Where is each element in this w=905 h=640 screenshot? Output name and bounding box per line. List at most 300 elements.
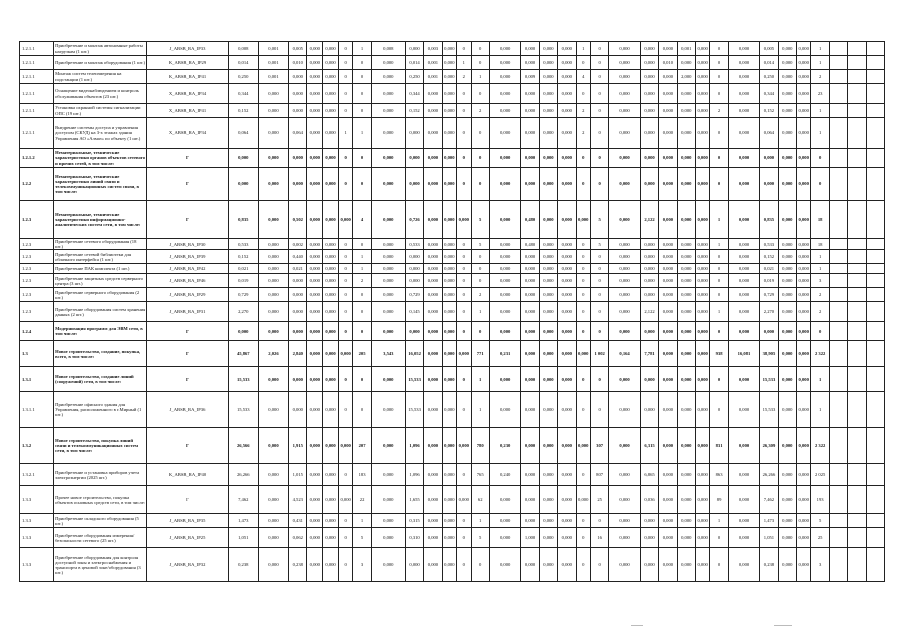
value-cell: 0 [710, 274, 728, 288]
value-cell: 0 [710, 118, 728, 149]
value-cell: 0,000 [424, 528, 442, 548]
value-cell: 5 [471, 239, 489, 250]
value-cell: 0,000 [424, 201, 442, 239]
value-cell: 5 [471, 528, 489, 548]
value-cell: 38,905 [760, 341, 778, 367]
value-cell: 0 [457, 118, 471, 149]
value-cell: 0,000 [457, 428, 471, 464]
value-cell: 0 [590, 56, 608, 70]
value-cell: 26,266 [228, 464, 258, 486]
value-cell: 0,000 [405, 118, 423, 149]
table-row [20, 70, 885, 84]
value-cell: 0,164 [609, 341, 641, 367]
value-cell: 0,000 [797, 392, 811, 428]
value-cell: 0,250 [760, 70, 778, 84]
row-number-cell: 1.2.3 [20, 201, 54, 239]
value-cell: 0,001 [258, 70, 288, 84]
value-cell: 0,000 [307, 118, 323, 149]
value-cell: 0,000 [677, 56, 695, 70]
empty-cell [866, 104, 884, 118]
value-cell: 0 [590, 367, 608, 392]
empty-cell [848, 322, 866, 341]
value-cell: 0 [338, 464, 352, 486]
value-cell: 0,000 [640, 528, 658, 548]
value-cell: 0 [353, 104, 371, 118]
value-cell: 0 [457, 367, 471, 392]
value-cell: 0 [338, 548, 352, 582]
value-cell: 0,000 [659, 428, 677, 464]
value-cell: 26,266 [760, 464, 778, 486]
value-cell: 0,000 [659, 288, 677, 302]
value-cell: 0,000 [289, 104, 307, 118]
empty-cell [829, 250, 847, 264]
value-cell: 0,000 [677, 322, 695, 341]
value-cell: 0,000 [659, 528, 677, 548]
value-cell: 0 [590, 104, 608, 118]
project-code-cell: K_ABSB_RA_IP40 [147, 464, 228, 486]
value-cell: 0,238 [228, 548, 258, 582]
value-cell: 0,000 [609, 239, 641, 250]
project-name-cell: Оснащение видеонаблюдением и контроль обслуживания объектов (23 шт.) [54, 84, 147, 104]
value-cell: 0,000 [489, 486, 521, 514]
value-cell: 0,000 [424, 264, 442, 274]
value-cell: 1 [811, 264, 829, 274]
value-cell: 0,000 [695, 548, 709, 582]
value-cell: 0,000 [695, 302, 709, 322]
value-cell: 0,000 [323, 341, 339, 367]
value-cell: 0 [710, 264, 728, 274]
value-cell: 0,000 [539, 70, 557, 84]
empty-cell [829, 302, 847, 322]
value-cell: 0,000 [558, 168, 576, 201]
value-cell: 0,000 [558, 428, 576, 464]
value-cell: 0 [811, 168, 829, 201]
value-cell: 0,000 [307, 392, 323, 428]
empty-cell [848, 392, 866, 428]
value-cell: 1 [710, 514, 728, 528]
empty-cell [866, 464, 884, 486]
value-cell: 0 [710, 367, 728, 392]
project-code-cell: J_ABSB_RA_IP35 [147, 514, 228, 528]
value-cell: 0,231 [489, 341, 521, 367]
value-cell: 0,000 [258, 149, 288, 168]
value-cell: 0,000 [307, 250, 323, 264]
value-cell: 1 [353, 118, 371, 149]
value-cell: 0 [710, 149, 728, 168]
value-cell: 0 [457, 322, 471, 341]
value-cell: 0 [576, 322, 590, 341]
value-cell: 0 [471, 250, 489, 264]
value-cell: 0,009 [521, 70, 539, 84]
value-cell: 0,000 [539, 104, 557, 118]
empty-cell [866, 302, 884, 322]
value-cell: 0,000 [609, 428, 641, 464]
value-cell: 0,000 [489, 118, 521, 149]
value-cell: 0,000 [489, 274, 521, 288]
value-cell: 0 [471, 168, 489, 201]
value-cell: 0,000 [489, 239, 521, 250]
value-cell: 23 [811, 84, 829, 104]
value-cell: 0,000 [539, 428, 557, 464]
value-cell: 0,000 [307, 104, 323, 118]
value-cell: 0 [457, 264, 471, 274]
value-cell: 0,000 [307, 486, 323, 514]
empty-cell [848, 118, 866, 149]
value-cell: 0 [590, 70, 608, 84]
value-cell: 0,000 [728, 250, 760, 264]
value-cell: 0,000 [797, 528, 811, 548]
value-cell: 0 [590, 322, 608, 341]
empty-cell [848, 428, 866, 464]
value-cell: 0,000 [289, 149, 307, 168]
value-cell: 0,000 [797, 428, 811, 464]
value-cell: 0,000 [558, 486, 576, 514]
empty-cell [866, 514, 884, 528]
value-cell: 0,000 [797, 168, 811, 201]
value-cell: 0,000 [558, 464, 576, 486]
value-cell: 2 [457, 70, 471, 84]
value-cell: 0,005 [760, 42, 778, 56]
project-code-cell: J_ABSB_RA_IP39 [147, 250, 228, 264]
value-cell: 0,000 [695, 528, 709, 548]
value-cell: 0 [353, 367, 371, 392]
value-cell: 22 [353, 486, 371, 514]
value-cell: 0,000 [695, 239, 709, 250]
value-cell: 2 [576, 118, 590, 149]
value-cell: 0,000 [539, 250, 557, 264]
value-cell: 15,533 [760, 392, 778, 428]
project-code-cell: J_ABSB_RA_IP33 [147, 42, 228, 56]
row-number-cell: 1.2.3 [20, 288, 54, 302]
value-cell: 0 [576, 149, 590, 168]
value-cell: 0,000 [609, 367, 641, 392]
value-cell: 1,015 [289, 464, 307, 486]
value-cell: 0,000 [677, 302, 695, 322]
value-cell: 0,000 [521, 302, 539, 322]
value-cell: 0,000 [728, 548, 760, 582]
value-cell: 0,064 [228, 118, 258, 149]
value-cell: 5 [353, 528, 371, 548]
value-cell: 0,000 [442, 239, 456, 250]
value-cell: 0 [710, 288, 728, 302]
value-cell: 0,000 [258, 367, 288, 392]
value-cell: 0,000 [307, 528, 323, 548]
value-cell: 0,000 [521, 118, 539, 149]
value-cell: 0,000 [558, 42, 576, 56]
value-cell: 0 [353, 56, 371, 70]
value-cell: 0 [471, 274, 489, 288]
value-cell: 1,000 [521, 528, 539, 548]
empty-cell [829, 322, 847, 341]
value-cell: 0,021 [289, 264, 307, 274]
empty-cell [829, 367, 847, 392]
value-cell: 2 322 [811, 341, 829, 367]
value-cell: 0,000 [323, 367, 339, 392]
value-cell: 0,001 [677, 42, 695, 56]
value-cell: 0,000 [307, 302, 323, 322]
project-name-cell: Установка охранной системы сигнализации ОПС (19 шт.) [54, 104, 147, 118]
empty-cell [848, 528, 866, 548]
value-cell: 0,000 [728, 302, 760, 322]
value-cell: 0,019 [228, 274, 258, 288]
value-cell: 16,052 [405, 341, 423, 367]
value-cell: 0,000 [539, 118, 557, 149]
value-cell: 0,000 [640, 322, 658, 341]
table-row [20, 84, 885, 104]
value-cell: 0,021 [760, 264, 778, 274]
value-cell: 0,000 [371, 250, 405, 264]
value-cell: 193 [811, 486, 829, 514]
value-cell: 0,000 [576, 341, 590, 367]
value-cell: 0,000 [558, 514, 576, 528]
value-cell: 0 [457, 392, 471, 428]
project-code-cell: Г [147, 367, 228, 392]
value-cell: 0,000 [289, 392, 307, 428]
value-cell: 0,000 [323, 528, 339, 548]
value-cell: 0,240 [489, 464, 521, 486]
value-cell: 5 [471, 201, 489, 239]
value-cell: 0,000 [609, 168, 641, 201]
value-cell: 0,000 [307, 168, 323, 201]
value-cell: 0,000 [338, 341, 352, 367]
value-cell: 0 [457, 548, 471, 582]
value-cell: 0 [338, 264, 352, 274]
row-number-cell: 1.3.2.1 [20, 464, 54, 486]
value-cell: 7,781 [640, 341, 658, 367]
value-cell: 2,270 [760, 302, 778, 322]
value-cell: 0 [353, 392, 371, 428]
value-cell: 0 [590, 514, 608, 528]
empty-cell [866, 428, 884, 464]
value-cell: 0,000 [659, 548, 677, 582]
value-cell: 18 [811, 201, 829, 239]
empty-cell [848, 302, 866, 322]
value-cell: 0,000 [728, 528, 760, 548]
value-cell: 0,000 [728, 367, 760, 392]
value-cell: 0,000 [424, 118, 442, 149]
value-cell: 2,122 [640, 302, 658, 322]
value-cell: 0,152 [228, 104, 258, 118]
value-cell: 0,000 [405, 250, 423, 264]
project-name-cell: Приобретение складского оборудования (5 шт.) [54, 514, 147, 528]
empty-cell [866, 56, 884, 70]
value-cell: 0 [710, 250, 728, 264]
value-cell: 0,000 [258, 486, 288, 514]
value-cell: 1 [811, 118, 829, 149]
value-cell: 0,000 [609, 392, 641, 428]
value-cell: 0,000 [307, 274, 323, 288]
table-row [20, 288, 885, 302]
empty-cell [866, 250, 884, 264]
value-cell: 0,000 [371, 428, 405, 464]
value-cell: 0,000 [521, 56, 539, 70]
value-cell: 0 [590, 548, 608, 582]
value-cell: 0,000 [521, 168, 539, 201]
value-cell: 0,729 [228, 288, 258, 302]
value-cell: 0,000 [289, 274, 307, 288]
value-cell: 0,000 [609, 302, 641, 322]
value-cell: 0,000 [521, 486, 539, 514]
empty-cell [866, 264, 884, 274]
value-cell: 0,000 [677, 264, 695, 274]
value-cell: 0,000 [489, 288, 521, 302]
value-cell: 0,000 [640, 104, 658, 118]
value-cell: 0 [590, 84, 608, 104]
value-cell: 0 [338, 392, 352, 428]
value-cell: 0,000 [405, 548, 423, 582]
value-cell: 831 [710, 428, 728, 464]
project-code-cell: Г [147, 168, 228, 201]
value-cell: 0,000 [659, 392, 677, 428]
value-cell: 0,000 [609, 56, 641, 70]
table-row [20, 168, 885, 201]
value-cell: 0,008 [228, 42, 258, 56]
empty-cell [866, 118, 884, 149]
value-cell: 0,000 [609, 548, 641, 582]
project-name-cell: Внедрение системы доступа и управления доступом (СКУД) на 3-х этажах здания Управления АО «Алмаз» по объекту (1 шт.) [54, 118, 147, 149]
empty-cell [866, 84, 884, 104]
value-cell: 780 [471, 428, 489, 464]
value-cell: 0,000 [778, 118, 796, 149]
value-cell: 0,000 [442, 528, 456, 548]
value-cell: 0 [457, 149, 471, 168]
value-cell: 0,000 [442, 486, 456, 514]
value-cell: 0,000 [609, 514, 641, 528]
value-cell: 0,152 [405, 104, 423, 118]
investment-program-table [19, 41, 885, 582]
project-name-cell: Нематериальные, технические характеристики информационно-аналитических систем сети, в том числе: [54, 201, 147, 239]
table-row [20, 250, 885, 264]
value-cell: 0,000 [576, 201, 590, 239]
value-cell: 0,000 [539, 168, 557, 201]
value-cell: 0,000 [695, 118, 709, 149]
value-cell: 0,000 [307, 42, 323, 56]
empty-cell [829, 274, 847, 288]
value-cell: 0,000 [778, 250, 796, 264]
value-cell: 0,000 [442, 428, 456, 464]
value-cell: 0,000 [258, 464, 288, 486]
value-cell: 0,000 [371, 168, 405, 201]
table-row [20, 367, 885, 392]
value-cell: 771 [471, 341, 489, 367]
value-cell: 0,000 [258, 428, 288, 464]
project-code-cell: Г [147, 428, 228, 464]
value-cell: 0,000 [258, 514, 288, 528]
value-cell: 0,000 [558, 367, 576, 392]
value-cell: 0,431 [289, 514, 307, 528]
value-cell: 0,000 [307, 514, 323, 528]
value-cell: 0,000 [695, 274, 709, 288]
value-cell: 0,000 [323, 464, 339, 486]
value-cell: 1 [576, 42, 590, 56]
value-cell: 863 [710, 464, 728, 486]
empty-cell [848, 70, 866, 84]
value-cell: 0,001 [258, 42, 288, 56]
value-cell: 1 [471, 367, 489, 392]
value-cell: 0,000 [677, 274, 695, 288]
value-cell: 0,000 [521, 42, 539, 56]
value-cell: 0,000 [558, 250, 576, 264]
value-cell: 0,000 [323, 70, 339, 84]
value-cell: 0,000 [659, 302, 677, 322]
value-cell: 0,000 [258, 548, 288, 582]
project-code-cell: K_ABSB_RA_IP29 [147, 56, 228, 70]
empty-cell [829, 118, 847, 149]
value-cell: 0,000 [424, 302, 442, 322]
value-cell: 0,000 [695, 514, 709, 528]
empty-cell [829, 486, 847, 514]
project-name-cell: Новое строительство, создание, покупка, всего, в том числе: [54, 341, 147, 367]
value-cell: 0,000 [778, 392, 796, 428]
value-cell: 0,000 [609, 70, 641, 84]
value-cell: 0,000 [659, 201, 677, 239]
value-cell: 0,000 [695, 392, 709, 428]
value-cell: 0 [338, 274, 352, 288]
value-cell: 0,000 [778, 104, 796, 118]
row-number-cell: 1.3 [20, 341, 54, 367]
value-cell: 0,000 [659, 239, 677, 250]
value-cell: 0 [576, 274, 590, 288]
value-cell: 0 [576, 288, 590, 302]
value-cell: 0,000 [695, 56, 709, 70]
value-cell: 0 [338, 70, 352, 84]
value-cell: 0,000 [489, 42, 521, 56]
value-cell: 0 [457, 104, 471, 118]
value-cell: 0,000 [289, 302, 307, 322]
value-cell: 0 [471, 84, 489, 104]
value-cell: 0,000 [558, 392, 576, 428]
table-row [20, 56, 885, 70]
value-cell: 0,000 [797, 302, 811, 322]
value-cell: 0,000 [489, 201, 521, 239]
value-cell: 0,000 [371, 528, 405, 548]
value-cell: 0,000 [371, 104, 405, 118]
value-cell: 0,000 [457, 486, 471, 514]
value-cell: 0,000 [659, 274, 677, 288]
project-name-cell: Приобретение и установка приборов учета электроэнергии (2025 шт.) [54, 464, 147, 486]
value-cell: 0,000 [640, 367, 658, 392]
value-cell: 0,000 [521, 322, 539, 341]
value-cell: 0,000 [424, 274, 442, 288]
value-cell: 0,000 [489, 322, 521, 341]
value-cell: 0,000 [778, 149, 796, 168]
value-cell: 0,000 [424, 428, 442, 464]
value-cell: 0,000 [371, 118, 405, 149]
value-cell: 0,000 [307, 239, 323, 250]
value-cell: 0,000 [521, 428, 539, 464]
value-cell: 0,000 [489, 104, 521, 118]
value-cell: 0,000 [797, 118, 811, 149]
value-cell: 0 [811, 322, 829, 341]
value-cell: 0,000 [424, 168, 442, 201]
value-cell: 5 [811, 514, 829, 528]
value-cell: 0,010 [659, 56, 677, 70]
empty-cell [848, 201, 866, 239]
table-row [20, 149, 885, 168]
value-cell: 0,000 [640, 84, 658, 104]
value-cell: 0,000 [609, 274, 641, 288]
value-cell: 0,000 [307, 367, 323, 392]
value-cell: 1,655 [405, 486, 423, 514]
value-cell: 0 [590, 288, 608, 302]
project-code-cell: J_ABSB_RA_IP31 [147, 302, 228, 322]
value-cell: 0,000 [323, 168, 339, 201]
value-cell: 0 [338, 288, 352, 302]
value-cell: 0,000 [323, 201, 339, 239]
value-cell: 0,000 [695, 104, 709, 118]
value-cell: 0,344 [760, 84, 778, 104]
value-cell: 0,000 [489, 168, 521, 201]
